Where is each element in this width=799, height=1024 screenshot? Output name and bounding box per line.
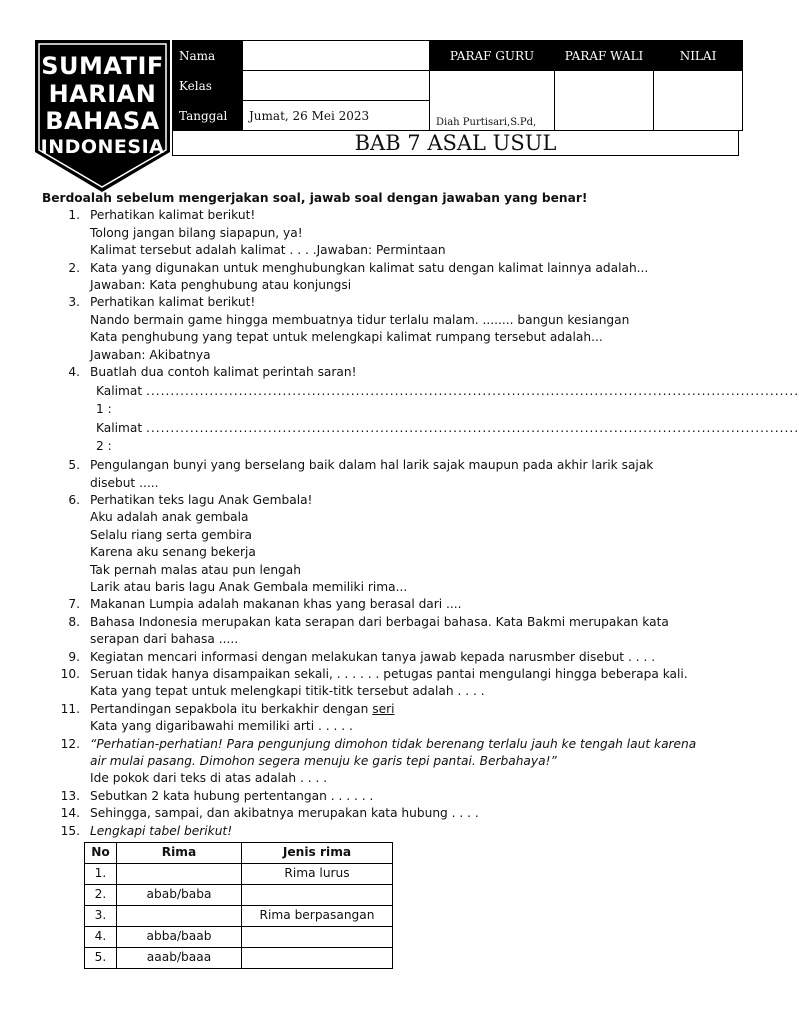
instructions: Berdoalah sebelum mengerjakan soal, jawab soal dengan jawaban yang benar! bbox=[42, 191, 588, 205]
cell-jenis[interactable] bbox=[242, 885, 393, 906]
cell-rima: aaab/baaa bbox=[117, 948, 242, 969]
cell-jenis: Rima lurus bbox=[242, 864, 393, 885]
question-8 bbox=[42, 614, 732, 649]
cell-rima: abba/baab bbox=[117, 927, 242, 948]
table-row bbox=[85, 927, 393, 948]
nilai-cell[interactable] bbox=[654, 71, 743, 131]
cell-jenis[interactable] bbox=[242, 948, 393, 969]
cell-jenis[interactable] bbox=[242, 927, 393, 948]
tanggal-label: Tanggal bbox=[173, 101, 243, 131]
question-14 bbox=[42, 805, 732, 822]
paraf-guru-cell: Diah Purtisari,S.Pd, bbox=[430, 71, 555, 131]
col-header-rima: Rima bbox=[117, 843, 242, 864]
question-text: Perhatikan kalimat berikut! bbox=[90, 208, 256, 223]
question-number: 9. bbox=[68, 649, 80, 664]
cell-no: 3. bbox=[85, 906, 117, 927]
question-5 bbox=[42, 457, 732, 492]
cell-no: 5. bbox=[85, 948, 117, 969]
table-row bbox=[85, 948, 393, 969]
answer-line-2[interactable] bbox=[42, 420, 799, 455]
logo-line-4: INDONESIA bbox=[40, 136, 165, 158]
question-10 bbox=[42, 666, 732, 701]
paraf-guru-header: PARAF GURU bbox=[430, 41, 555, 71]
question-text: Perhatikan kalimat berikut! bbox=[90, 295, 256, 310]
question-7 bbox=[42, 596, 732, 613]
question-text: Bahasa Indonesia merupakan kata serapan dari berbagai bahasa. Kata Bakmi merupakan kata bbox=[90, 614, 669, 629]
question-number: 4. bbox=[68, 365, 80, 380]
question-1 bbox=[42, 207, 732, 259]
question-text: Jawaban: Akibatnya bbox=[90, 347, 211, 362]
question-text: Kata yang digunakan untuk menghubungkan kalimat satu dengan kalimat lainnya adalah... bbox=[90, 260, 649, 275]
question-text bbox=[90, 701, 732, 718]
answer-line-1[interactable] bbox=[42, 383, 799, 418]
nama-label: Nama bbox=[173, 41, 243, 71]
question-11 bbox=[42, 701, 732, 736]
page-title: BAB 7 ASAL USUL bbox=[172, 130, 739, 156]
answer-line-label: Kalimat 2 : bbox=[96, 421, 143, 453]
cell-no: 2. bbox=[85, 885, 117, 906]
question-3 bbox=[42, 294, 732, 364]
nama-field[interactable] bbox=[243, 41, 430, 71]
cell-no: 1. bbox=[85, 864, 117, 885]
question-number: 3. bbox=[68, 295, 80, 310]
question-text: Sehingga, sampai, dan akibatnya merupakan kata hubung . . . . bbox=[90, 806, 479, 821]
rima-table bbox=[84, 842, 393, 969]
question-4 bbox=[42, 364, 732, 381]
question-text: Kata yang digaribawahi memiliki arti . . . . . bbox=[90, 719, 353, 734]
question-number: 14. bbox=[60, 806, 80, 821]
song-line: Tak pernah malas atau pun lengah bbox=[90, 562, 301, 577]
question-text: Kegiatan mencari informasi dengan melakukan tanya jawab kepada narusmber disebut . . . . bbox=[90, 649, 656, 664]
question-text: Nando bermain game hingga membuatnya tidur terlalu malam. ........ bangun kesiangan bbox=[90, 312, 630, 327]
kelas-label: Kelas bbox=[173, 71, 243, 101]
cell-no: 4. bbox=[85, 927, 117, 948]
question-text: Larik atau baris lagu Anak Gembala memiliki rima... bbox=[90, 579, 408, 594]
nilai-header: NILAI bbox=[654, 41, 743, 71]
logo-line-3: BAHASA bbox=[45, 107, 160, 135]
table-header-row bbox=[85, 843, 393, 864]
question-number: 1. bbox=[68, 208, 80, 223]
answer-line-label: Kalimat 1 : bbox=[96, 384, 143, 416]
song-line: Karena aku senang bekerja bbox=[90, 545, 256, 560]
question-text: Perhatikan teks lagu Anak Gembala! bbox=[90, 492, 313, 507]
question-number: 10. bbox=[60, 666, 80, 681]
paraf-wali-header: PARAF WALI bbox=[555, 41, 654, 71]
quote-text: air mulai pasang. Dimohon segera menuju ke garis tepi pantai. Berbahaya!” bbox=[90, 754, 557, 768]
kelas-field[interactable] bbox=[243, 71, 430, 101]
question-text: Lengkapi tabel berikut! bbox=[90, 823, 233, 838]
question-text: Kata penghubung yang tepat untuk melengkapi kalimat rumpang tersebut adalah... bbox=[90, 330, 603, 345]
quote-text: “Perhatian-perhatian! Para pengunjung dimohon tidak berenang terlalu jauh ke tengah laut karena bbox=[90, 736, 697, 751]
question-number: 6. bbox=[68, 492, 80, 507]
cell-rima[interactable] bbox=[117, 864, 242, 885]
answer-dots: ...................................................................................................................................... bbox=[146, 384, 799, 399]
underlined-word: seri bbox=[372, 701, 395, 716]
question-text: Ide pokok dari teks di atas adalah . . . . bbox=[90, 771, 328, 786]
question-2 bbox=[42, 260, 732, 295]
question-number: 8. bbox=[68, 614, 80, 629]
question-text: Sebutkan 2 kata hubung pertentangan . . . . . . bbox=[90, 788, 374, 803]
question-number: 11. bbox=[60, 701, 80, 716]
question-number: 2. bbox=[68, 260, 80, 275]
question-15 bbox=[42, 823, 732, 840]
table-row bbox=[85, 864, 393, 885]
question-number: 13. bbox=[60, 788, 80, 803]
cell-rima: abab/baba bbox=[117, 885, 242, 906]
question-text: Tolong jangan bilang siapapun, ya! bbox=[90, 225, 303, 240]
question-text: Kata yang tepat untuk melengkapi titik-titk tersebut adalah . . . . bbox=[90, 684, 485, 699]
question-text: Seruan tidak hanya disampaikan sekali, . . . . . . petugas pantai mengulangi hingga beberapa kali. bbox=[90, 666, 688, 681]
question-text: Jawaban: Kata penghubung atau konjungsi bbox=[90, 278, 352, 293]
cell-jenis: Rima berpasangan bbox=[242, 906, 393, 927]
question-number: 12. bbox=[60, 736, 80, 751]
table-row bbox=[85, 906, 393, 927]
question-13 bbox=[42, 788, 732, 805]
question-text: serapan dari bahasa ..... bbox=[90, 632, 239, 647]
question-number: 15. bbox=[60, 823, 80, 838]
paraf-wali-cell[interactable] bbox=[555, 71, 654, 131]
question-text: Makanan Lumpia adalah makanan khas yang berasal dari .... bbox=[90, 597, 462, 612]
col-header-no: No bbox=[85, 843, 117, 864]
question-text: Buatlah dua contoh kalimat perintah saran! bbox=[90, 365, 357, 380]
question-9 bbox=[42, 649, 732, 666]
song-line: Aku adalah anak gembala bbox=[90, 510, 249, 525]
cell-rima[interactable] bbox=[117, 906, 242, 927]
col-header-jenis: Jenis rima bbox=[242, 843, 393, 864]
song-lyrics bbox=[42, 509, 732, 596]
logo-badge bbox=[35, 40, 170, 192]
question-text: Kalimat tersebut adalah kalimat . . . .Jawaban: Permintaan bbox=[90, 243, 446, 258]
question-list bbox=[42, 190, 799, 969]
question-number: 5. bbox=[68, 458, 80, 473]
table-row bbox=[85, 885, 393, 906]
header-table bbox=[172, 40, 743, 131]
question-text: disebut ..... bbox=[90, 475, 159, 490]
logo-line-1: SUMATIF bbox=[41, 52, 164, 80]
question-12 bbox=[42, 736, 732, 788]
question-6 bbox=[42, 492, 732, 509]
question-text-part: Pertandingan sepakbola itu berkakhir dengan bbox=[90, 701, 373, 716]
song-line: Selalu riang serta gembira bbox=[90, 527, 252, 542]
question-text: Pengulangan bunyi yang berselang baik dalam hal larik sajak maupun pada akhir larik sajak bbox=[90, 458, 654, 473]
answer-dots: ...................................................................................................................................... bbox=[146, 421, 799, 436]
question-number: 7. bbox=[68, 597, 80, 612]
tanggal-value[interactable]: Jumat, 26 Mei 2023 bbox=[243, 101, 430, 131]
logo-line-2: HARIAN bbox=[48, 80, 157, 108]
